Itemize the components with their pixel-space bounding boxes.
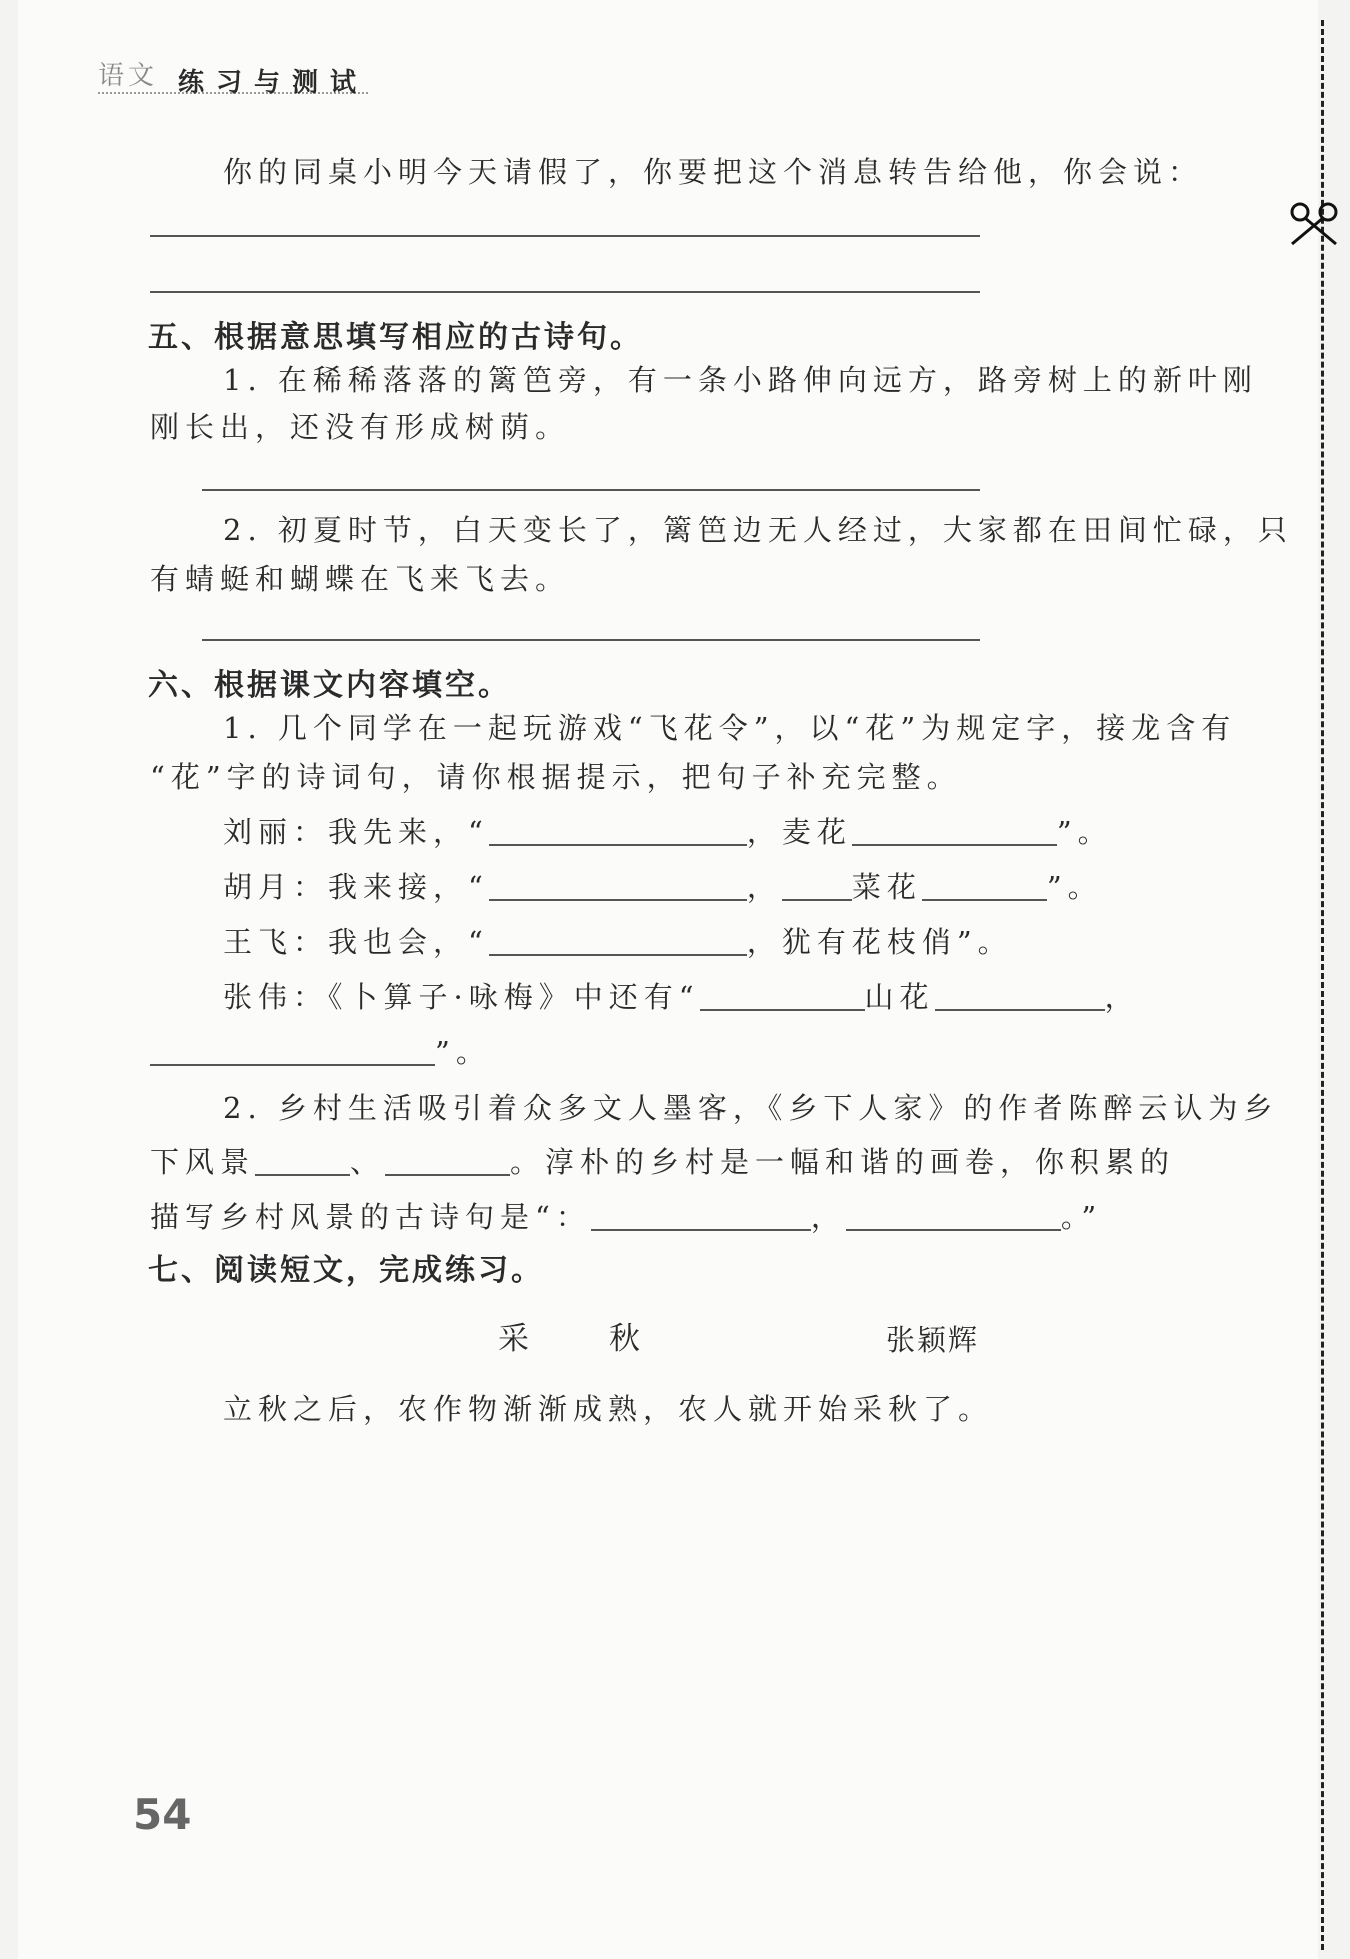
wangfei-end: ，犹有花枝俏”。 [746, 925, 1013, 959]
blank[interactable] [846, 1203, 1061, 1231]
blank[interactable] [782, 873, 852, 901]
line-wangfei [223, 920, 1013, 961]
sec5-item2-line2: 有蜻蜓和蝴蝶在飞来飞去。 [150, 562, 571, 596]
huyue-mid: 菜花 [851, 870, 922, 904]
blank[interactable] [700, 983, 865, 1011]
sec5-item2-line1: 2. 初夏时节，白天变长了，篱笆边无人经过，大家都在田间忙碌，只 [223, 513, 1293, 547]
section-6-title: 六、根据课文内容填空。 [148, 668, 511, 703]
answer-line[interactable] [150, 235, 980, 237]
sec6-item1-line1: 1. 几个同学在一起玩游戏“飞花令”，以“花”为规定字，接龙含有 [223, 711, 1237, 745]
huyue-prefix: 胡月：我来接，“ [223, 870, 489, 904]
item2-rest: 。淳朴的乡村是一幅和谐的画卷，你积累的 [510, 1145, 1176, 1179]
zhangwei-end: ”。 [435, 1035, 491, 1069]
blank[interactable] [922, 873, 1047, 901]
line-huyue [223, 865, 1103, 906]
blank[interactable] [591, 1203, 811, 1231]
line-zhangwei-cont [150, 1030, 491, 1071]
blank[interactable] [489, 873, 747, 901]
cut-line [1321, 20, 1324, 1950]
item2-prefix: 下风景 [150, 1145, 256, 1179]
item2-ask: 描写乡村风景的古诗句是“： [150, 1200, 591, 1234]
line-liuli [223, 810, 1113, 851]
zhangwei-comma: ， [1104, 980, 1140, 1014]
article-title: 采 秋 [498, 1321, 646, 1357]
sec6-item2-line3 [150, 1195, 1102, 1236]
blank[interactable] [150, 1038, 435, 1066]
article-author: 张颖辉 [886, 1323, 980, 1357]
blank[interactable] [852, 818, 1057, 846]
wangfei-prefix: 王飞：我也会，“ [223, 925, 489, 959]
scissors-icon [1286, 200, 1342, 250]
workbook-page [18, 0, 1318, 1959]
item2-comma: ， [810, 1200, 846, 1234]
huyue-comma: ， [746, 870, 782, 904]
zhangwei-mid: 山花 [864, 980, 935, 1014]
huyue-end: ”。 [1046, 870, 1103, 904]
zhangwei-prefix: 张伟：《卜算子·咏梅》中还有“ [223, 980, 700, 1014]
section-5-title: 五、根据意思填写相应的古诗句。 [148, 320, 643, 355]
answer-line[interactable] [202, 489, 980, 491]
blank[interactable] [385, 1148, 510, 1176]
liuli-prefix: 刘丽：我先来，“ [223, 815, 489, 849]
item2-sep: 、 [350, 1145, 386, 1179]
blank[interactable] [489, 818, 747, 846]
header-subject: 语文 [98, 61, 159, 91]
sec6-item2-line1: 2. 乡村生活吸引着众多文人墨客，《乡下人家》的作者陈醉云认为乡 [223, 1091, 1279, 1125]
blank[interactable] [489, 928, 747, 956]
answer-line[interactable] [150, 291, 980, 293]
sec5-item1-line1: 1. 在稀稀落落的篱笆旁，有一条小路伸向远方，路旁树上的新叶刚 [223, 363, 1258, 397]
section-7-title: 七、阅读短文，完成练习。 [148, 1253, 544, 1288]
sec6-item1-line2: “花”字的诗词句，请你根据提示，把句子补充完整。 [150, 760, 962, 794]
line-zhangwei [223, 975, 1140, 1016]
liuli-mid: ，麦花 [746, 815, 852, 849]
article-first-line: 立秋之后，农作物渐渐成熟，农人就开始采秋了。 [223, 1392, 994, 1426]
blank[interactable] [255, 1148, 350, 1176]
page-number: 54 [133, 1790, 192, 1839]
item2-end: 。” [1060, 1200, 1103, 1234]
answer-line[interactable] [202, 639, 980, 641]
blank[interactable] [935, 983, 1105, 1011]
sec5-item1-line2: 刚长出，还没有形成树荫。 [150, 410, 571, 444]
intro-question: 你的同桌小明今天请假了，你要把这个消息转告给他，你会说： [223, 155, 1204, 189]
liuli-end: ”。 [1056, 815, 1113, 849]
header-title: 练习与测试 [178, 68, 369, 98]
sec6-item2-line2 [150, 1140, 1175, 1181]
